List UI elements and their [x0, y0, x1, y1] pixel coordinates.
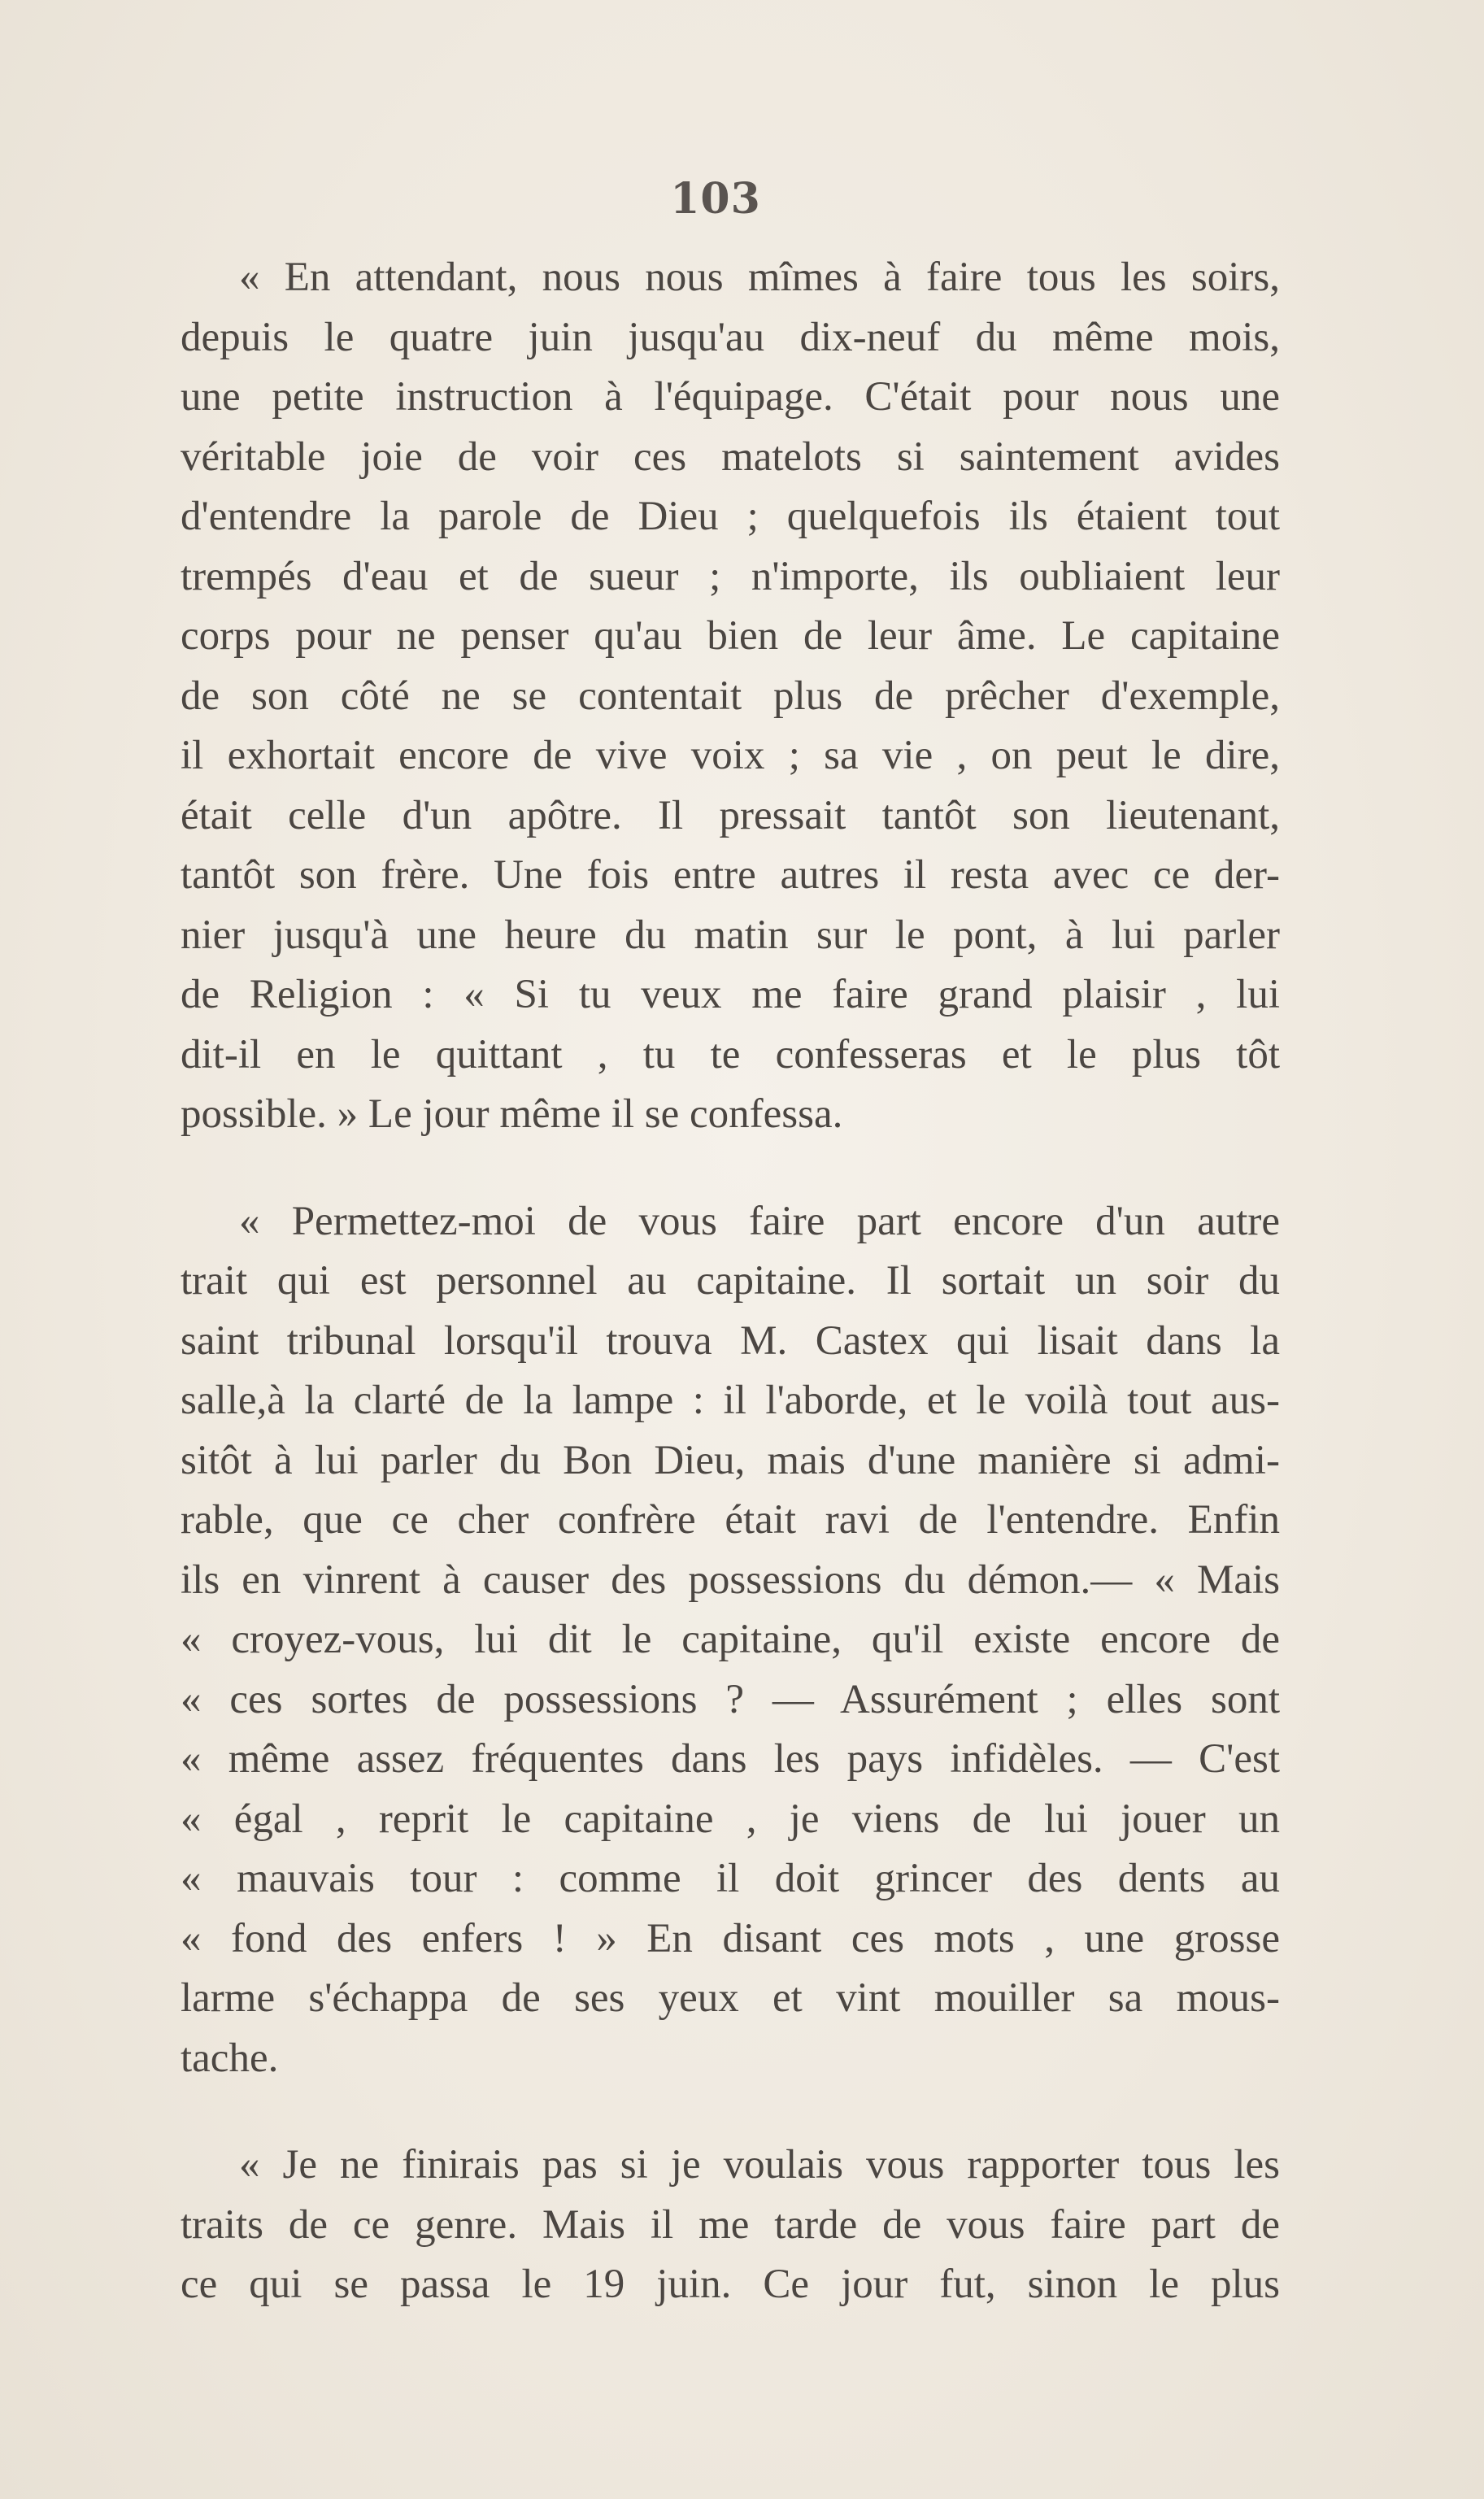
text-line: traits de ce genre. Mais il me tarde de vous faire part de — [181, 2201, 1280, 2248]
text-line: ils en vinrent à causer des possessions du démon.— « Mais — [181, 1556, 1280, 1603]
text-line: rable, que ce cher confrère était ravi de l'entendre. Enfin — [181, 1497, 1280, 1543]
text-line: sitôt à lui parler du Bon Dieu, mais d'une manière si admi- — [181, 1437, 1280, 1483]
text-line: trempés d'eau et de sueur ; n'importe, ils oubliaient leur — [181, 553, 1280, 599]
text-line: « Je ne finirais pas si je voulais vous rapporter tous les — [239, 2142, 1280, 2188]
paragraph-3 — [181, 2135, 1280, 2315]
text-line: ce qui se passa le 19 juin. Ce jour fut, sinon le plus — [181, 2262, 1280, 2307]
page-number: 103 — [670, 174, 761, 224]
paragraph-2 — [181, 1192, 1280, 2089]
paragraph-1 — [181, 248, 1280, 1145]
text-line: larme s'échappa de ses yeux et vint mouiller sa mous- — [181, 1975, 1280, 2021]
text-line: une petite instruction à l'équipage. C'était pour nous une — [181, 374, 1280, 420]
text-line: corps pour ne penser qu'au bien de leur âme. Le capitaine — [181, 613, 1280, 659]
text-line: il exhortait encore de vive voix ; sa vie , on peut le dire, — [181, 733, 1280, 778]
text-line: de Religion : « Si tu veux me faire grand plaisir , lui — [181, 972, 1280, 1017]
text-line: « ces sortes de possessions ? — Assurément ; elles sont — [181, 1676, 1280, 1722]
text-line: d'entendre la parole de Dieu ; quelquefois ils étaient tout — [181, 494, 1280, 539]
text-line: « mauvais tour : comme il doit grincer des dents au — [181, 1856, 1280, 1901]
text-line: tantôt son frère. Une fois entre autres il resta avec ce der- — [181, 852, 1280, 898]
text-line: « égal , reprit le capitaine , je viens de lui jouer un — [181, 1796, 1280, 1842]
text-line: dit-il en le quittant , tu te confesseras et le plus tôt — [181, 1031, 1280, 1078]
text-line: « fond des enfers ! » En disant ces mots , une grosse — [181, 1915, 1280, 1961]
text-line: trait qui est personnel au capitaine. Il sortait un soir du — [181, 1258, 1280, 1304]
text-line: de son côté ne se contentait plus de prêcher d'exemple, — [181, 673, 1280, 719]
text-line: « croyez-vous, lui dit le capitaine, qu'il existe encore de — [181, 1617, 1280, 1662]
text-line: véritable joie de voir ces matelots si saintement avides — [181, 433, 1280, 480]
text-line: « même assez fréquentes dans les pays infidèles. — C'est — [181, 1736, 1280, 1782]
text-line: depuis le quatre juin jusqu'au dix-neuf du même mois, — [181, 314, 1280, 360]
text-line: possible. » Le jour même il se confessa. — [181, 1091, 843, 1137]
text-line: nier jusqu'à une heure du matin sur le pont, à lui parler — [181, 912, 1280, 958]
text-line: « En attendant, nous nous mîmes à faire tous les soirs, — [239, 255, 1280, 300]
text-line: tache. — [181, 2035, 279, 2081]
text-line: était celle d'un apôtre. Il pressait tantôt son lieutenant, — [181, 792, 1280, 838]
text-line: « Permettez-moi de vous faire part encore d'un autre — [239, 1198, 1280, 1244]
text-line: salle,à la clarté de la lampe : il l'aborde, et le voilà tout aus- — [181, 1378, 1280, 1423]
body-text — [181, 248, 1280, 2315]
text-line: saint tribunal lorsqu'il trouva M. Castex qui lisait dans la — [181, 1317, 1280, 1364]
